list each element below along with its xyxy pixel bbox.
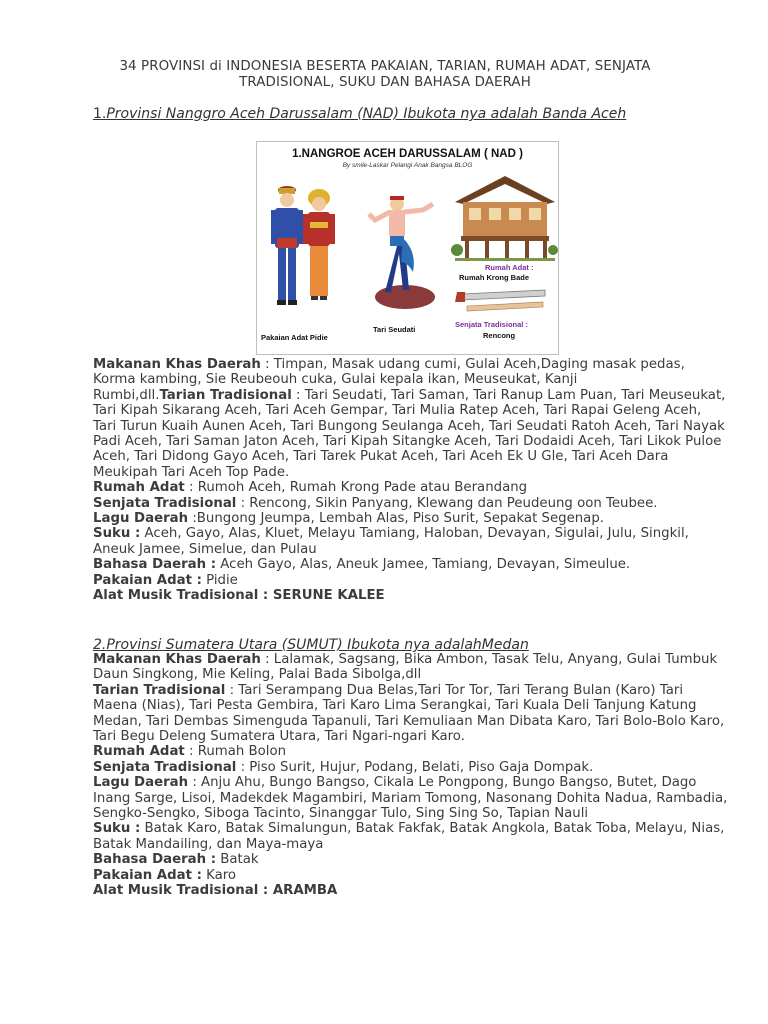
- makanan-text-end: Rumbi,dll.: [93, 387, 160, 403]
- senjata-paragraph-2: [93, 760, 728, 775]
- pakaian-text-2: Karo: [201, 867, 237, 883]
- rumah-label: Rumah Adat: [93, 480, 185, 496]
- suku-label-2: Suku :: [93, 821, 141, 837]
- man-figure: [271, 186, 303, 305]
- pakaian-label: Pakaian Adat :: [93, 572, 202, 588]
- senjata-paragraph: [93, 496, 728, 511]
- lagu-label-2: Lagu Daerah: [93, 775, 189, 791]
- label-tari-seudati: Tari Seudati: [373, 325, 416, 334]
- lagu-text-2: : Anju Ahu, Bungo Bangso, Cikala Le Pongpong, Bungo Bangso, Butet, Dago Inang Sarge, Lisoi, Madekdek Magambiri, Mariam Tomong, Nasonang Dohita Nadua, Rambadia, Sengko-Sengko, Siboga Tacinto, Sinanggar Tulo, Sing Sing So, Tapian Nauli: [93, 775, 728, 822]
- pakaian-label-2: Pakaian Adat :: [93, 867, 202, 883]
- label-pakaian-adat: Pakaian Adat Pidie: [261, 333, 328, 342]
- document-title: [60, 59, 710, 91]
- makanan-tarian-paragraph: [93, 388, 728, 480]
- tarian-label: Tarian Tradisional: [159, 387, 292, 403]
- rencong-figure: [455, 290, 545, 311]
- pakaian-paragraph-2: [93, 868, 728, 883]
- tarian-paragraph-2: [93, 683, 728, 745]
- lagu-paragraph-2: [93, 775, 728, 821]
- illustration-subtitle: By smile-Laskar Pelangi Anak Bangsa BLOG: [342, 162, 473, 169]
- lagu-paragraph: [93, 511, 728, 526]
- suku-text-2: Batak Karo, Batak Simalungun, Batak Fakfak, Batak Angkola, Batak Toba, Melayu, Nias, Batak Mandailing, dan Maya-maya: [93, 821, 725, 852]
- senjata-label-2: Senjata Tradisional: [93, 759, 237, 775]
- senjata-label: Senjata Tradisional: [93, 495, 237, 511]
- label-rumah-adat-title: Rumah Adat :: [485, 263, 534, 272]
- rumah-label-2: Rumah Adat: [93, 744, 185, 760]
- bahasa-text-2: Batak: [216, 852, 259, 868]
- title-line-2: TRADISIONAL, SUKU DAN BAHASA DAERAH: [239, 75, 531, 90]
- bahasa-paragraph-2: [93, 852, 728, 867]
- rumah-text-2: : Rumah Bolon: [184, 744, 287, 760]
- musik-label-2: Alat Musik Tradisional :: [93, 883, 269, 899]
- section-1-body: [93, 357, 728, 604]
- house-figure: [451, 176, 558, 261]
- label-senjata-title: Senjata Tradisional :: [455, 320, 528, 329]
- bahasa-label: Bahasa Daerah :: [93, 557, 217, 573]
- musik-text-2: ARAMBA: [268, 883, 338, 899]
- suku-paragraph-2: [93, 821, 728, 852]
- makanan-continued: Korma kambing, Sie Reubeouh cuka, Gulai kepala ikan, Meuseukat, Kanji: [93, 372, 578, 388]
- title-line-1: 34 PROVINSI di INDONESIA BESERTA PAKAIAN, TARIAN, RUMAH ADAT, SENJATA: [119, 59, 651, 74]
- tarian-text: : Tari Seudati, Tari Saman, Tari Ranup Lam Puan, Tari Meuseukat, Tari Kipah Sikarang Aceh, Tari Aceh Gempar, Tari Mulia Ratep Aceh, Tari Rapai Geleng Aceh, Tari Turun Kuaih Aunen Aceh, Tari Bungong Seulanga Aceh, Tari Seudati Ratoh Aceh, Tari Nayak Padi Aceh, Tari Saman Jaton Aceh, Tari Kipah Sitangke Aceh, Tari Dodaidi Aceh, Tari Likok Puloe Aceh, Tari Didong Gayo Aceh, Tari Tarek Pukat Aceh, Tari Aceh Ek U Gle, Tari Aceh Dara Meukipah Tari Aceh Top Pade.: [93, 387, 726, 480]
- musik-label: Alat Musik Tradisional :: [93, 588, 269, 604]
- lagu-text: :Bungong Jeumpa, Lembah Alas, Piso Surit, Sepakat Segenap.: [188, 511, 604, 527]
- rumah-paragraph: [93, 480, 728, 495]
- section-1-heading-text: Provinsi Nanggro Aceh Darussalam (NAD) Ibukota nya adalah Banda Aceh: [106, 106, 627, 122]
- tarian-label-2: Tarian Tradisional: [93, 682, 226, 698]
- section-1-heading-number: 1.: [93, 106, 107, 122]
- musik-paragraph: [93, 588, 728, 603]
- rumah-text: : Rumoh Aceh, Rumah Krong Pade atau Berandang: [184, 480, 528, 496]
- suku-label: Suku :: [93, 526, 141, 542]
- tarian-text-2: : Tari Serampang Dua Belas,Tari Tor Tor, Tari Terang Bulan (Karo) Tari Maena (Nias), Tari Pesta Gembira, Tari Karo Lima Serangkai, Tari Kuala Deli Tanjung Katung Medan, Tari Dembas Simenguda Tapanuli, Tari Kemuliaan Man Dibata Karo, Tari Bolo-Bolo Karo, Tari Begu Deleng Sumatera Utara, Tari Ngari-ngari Karo.: [93, 682, 725, 745]
- label-rumah-adat-value: Rumah Krong Bade: [459, 273, 530, 282]
- label-senjata-value: Rencong: [483, 331, 516, 340]
- rumah-paragraph-2: [93, 744, 728, 759]
- pakaian-text: Pidie: [201, 572, 238, 588]
- pakaian-paragraph: [93, 573, 728, 588]
- musik-text: SERUNE KALEE: [268, 588, 385, 604]
- dancer-figure: [369, 196, 435, 309]
- lagu-label: Lagu Daerah: [93, 511, 189, 527]
- makanan-text-2: : Lalamak, Sagsang, Bika Ambon, Tasak Telu, Anyang, Gulai Tumbuk Daun Singkong, Mie Keling, Palai Bada Sibolga,dll: [93, 652, 718, 683]
- senjata-text: : Rencong, Sikin Panyang, Klewang dan Peudeung oon Teubee.: [236, 495, 658, 511]
- makanan-paragraph: [93, 357, 728, 372]
- makanan-text: : Timpan, Masak udang cumi, Gulai Aceh,Daging masak pedas,: [260, 357, 685, 372]
- bahasa-paragraph: [93, 557, 728, 572]
- aceh-illustration: [256, 141, 559, 355]
- makanan-paragraph-2: [93, 652, 728, 683]
- bahasa-text: Aceh Gayo, Alas, Aneuk Jamee, Tamiang, Devayan, Simeulue.: [216, 557, 631, 573]
- section-2-body: [93, 652, 728, 899]
- makanan-label: Makanan Khas Daerah: [93, 357, 261, 372]
- suku-paragraph: [93, 526, 728, 557]
- section-1-heading: [93, 105, 626, 123]
- woman-figure: [303, 189, 335, 300]
- musik-paragraph-2: [93, 883, 728, 898]
- section-2-heading-text: 2.Provinsi Sumatera Utara (SUMUT) Ibukota nya adalahMedan: [93, 637, 529, 653]
- bahasa-label-2: Bahasa Daerah :: [93, 852, 217, 868]
- senjata-text-2: : Piso Surit, Hujur, Podang, Belati, Piso Gaja Dompak.: [236, 759, 594, 775]
- suku-text: Aceh, Gayo, Alas, Kluet, Melayu Tamiang, Haloban, Devayan, Sigulai, Julu, Singkil, Aneuk Jamee, Simelue, dan Pulau: [93, 526, 689, 557]
- makanan-label-2: Makanan Khas Daerah: [93, 652, 261, 667]
- illustration-title: 1.NANGROE ACEH DARUSSALAM ( NAD ): [292, 148, 523, 160]
